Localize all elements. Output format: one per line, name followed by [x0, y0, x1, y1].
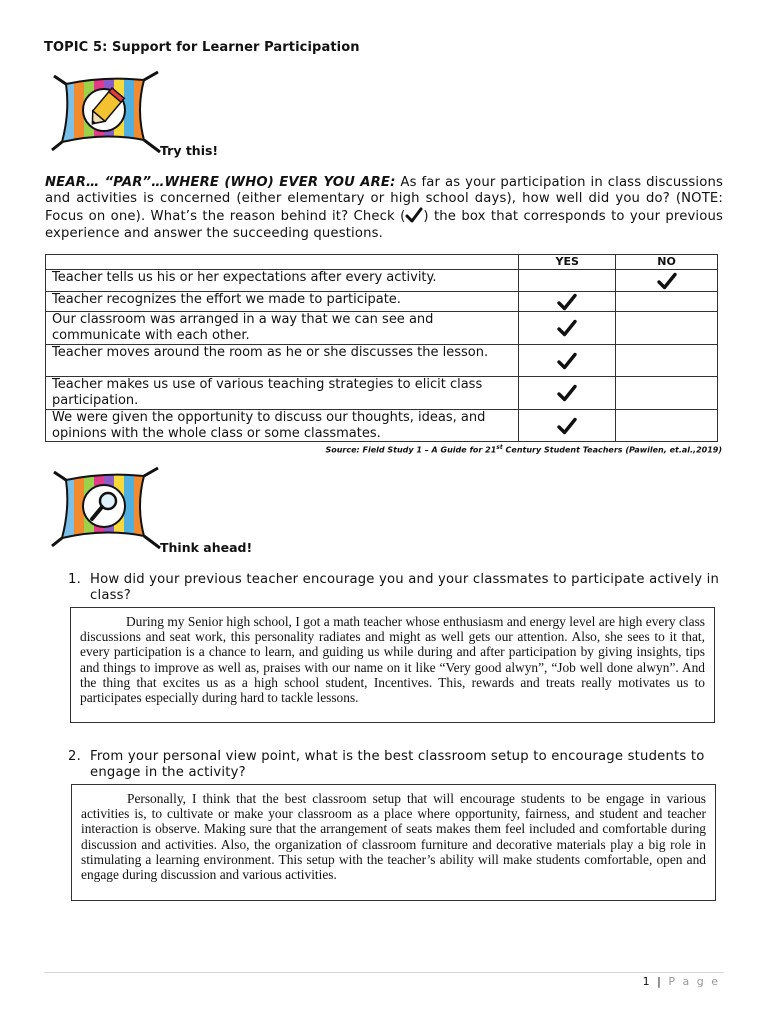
pencil-banner-icon: [44, 70, 162, 158]
statement-cell: Our classroom was arranged in a way that we can see and communicate with each other.: [46, 312, 519, 345]
source-text-end: Century Student Teachers (Pawilen, et.al.,2019): [502, 445, 722, 455]
activity-title: NEAR… “PAR”…WHERE (WHO) EVER YOU ARE:: [45, 175, 396, 190]
question-number: 2.: [68, 749, 81, 764]
yes-cell[interactable]: [519, 377, 616, 410]
header-no: NO: [616, 255, 718, 270]
think-ahead-label: Think ahead!: [160, 540, 253, 555]
page-separator: |: [651, 975, 669, 988]
question-text: How did your previous teacher encourage you and your classmates to participate actively in class?: [90, 572, 720, 604]
statement-cell: Teacher tells us his or her expectations after every activity.: [46, 270, 519, 292]
checkmark-icon: [656, 272, 678, 290]
yes-cell[interactable]: [519, 270, 616, 292]
answer-box-1[interactable]: [70, 607, 715, 723]
activity-text-after: ) the box that corresponds to your previous experience and answer the succeeding questions.: [45, 209, 723, 241]
no-cell[interactable]: [616, 270, 718, 292]
answer-text: Personally, I think that the best classroom setup that will encourage students to be engage in various activities is, to cultivate or make your classroom as a place where opportunity, fairness, and student and teacher interaction is observe. Making sure that the arrangement of seats makes them feel included and comfortable during discussion and activities. Also, the organization of classroom furniture and decorative materials play a big role in stimulating a learning environment. This setup with the teacher’s ability will make students comfortable, open and engage during discussion and various activities.: [81, 791, 706, 883]
experience-table: [45, 254, 718, 442]
statement-cell: Teacher makes us use of various teaching strategies to elicit class participation.: [46, 377, 519, 410]
header-yes: YES: [519, 255, 616, 270]
activity-instructions: [45, 175, 723, 242]
table-row: [46, 345, 718, 377]
checkmark-icon: [405, 207, 423, 223]
page-footer: [643, 975, 720, 988]
no-cell[interactable]: [616, 410, 718, 442]
yes-cell[interactable]: [519, 312, 616, 345]
question-text: From your personal view point, what is the best classroom setup to encourage students to engage in the activity?: [90, 749, 705, 781]
yes-cell[interactable]: [519, 292, 616, 312]
statement-cell: Teacher recognizes the effort we made to participate.: [46, 292, 519, 312]
question-1: [68, 572, 723, 604]
statement-cell: Teacher moves around the room as he or she discusses the lesson.: [46, 345, 519, 377]
yes-cell[interactable]: [519, 345, 616, 377]
footer-divider: [44, 972, 724, 973]
checkmark-icon: [556, 352, 578, 370]
no-cell[interactable]: [616, 292, 718, 312]
no-cell[interactable]: [616, 312, 718, 345]
table-row: [46, 410, 718, 442]
magnifier-banner-icon: [44, 466, 162, 554]
activity-text-before: As far as your participation in class discussions and activities is concerned (either elementary or high school days), how well did you do? (NOTE: Focus on one). What’s the reason behind it? Check (: [45, 175, 723, 225]
header-statement: [46, 255, 519, 270]
table-row: [46, 292, 718, 312]
no-cell[interactable]: [616, 377, 718, 410]
table-row: [46, 312, 718, 345]
try-this-label: Try this!: [160, 143, 219, 158]
table-header-row: [46, 255, 718, 270]
no-cell[interactable]: [616, 345, 718, 377]
checkmark-icon: [556, 319, 578, 337]
page-title: TOPIC 5: Support for Learner Participation: [44, 40, 360, 55]
checkmark-icon: [556, 417, 578, 435]
source-text: Source: Field Study 1 – A Guide for 21: [325, 445, 497, 455]
answer-box-2[interactable]: [71, 784, 716, 901]
question-number: 1.: [68, 572, 81, 587]
table-row: [46, 377, 718, 410]
checkmark-icon: [556, 384, 578, 402]
table-row: [46, 270, 718, 292]
question-2: [68, 749, 723, 781]
page-label: P a g e: [668, 975, 720, 988]
table-source-note: [325, 444, 722, 455]
page-number: 1: [642, 975, 652, 988]
yes-cell[interactable]: [519, 410, 616, 442]
checkmark-icon: [556, 293, 578, 311]
source-superscript: st: [496, 444, 503, 451]
statement-cell: We were given the opportunity to discuss our thoughts, ideas, and opinions with the whole class or some classmates.: [46, 410, 519, 442]
answer-text: During my Senior high school, I got a math teacher whose enthusiasm and energy level are high every class discussions and seat work, this personality radiates and might as well gets our attention. Also, she sees to it that, every participation is a chance to learn, and guiding us while during and after participation by giving insights, tips and things to improve as well as, praises with our name on it like “Very good alwyn”, “Job well done alwyn”. And the thing that excites us as a high school student, Incentives. This, rewards and treats really motivates us to participates especially during hard to tackle lessons.: [80, 614, 705, 706]
